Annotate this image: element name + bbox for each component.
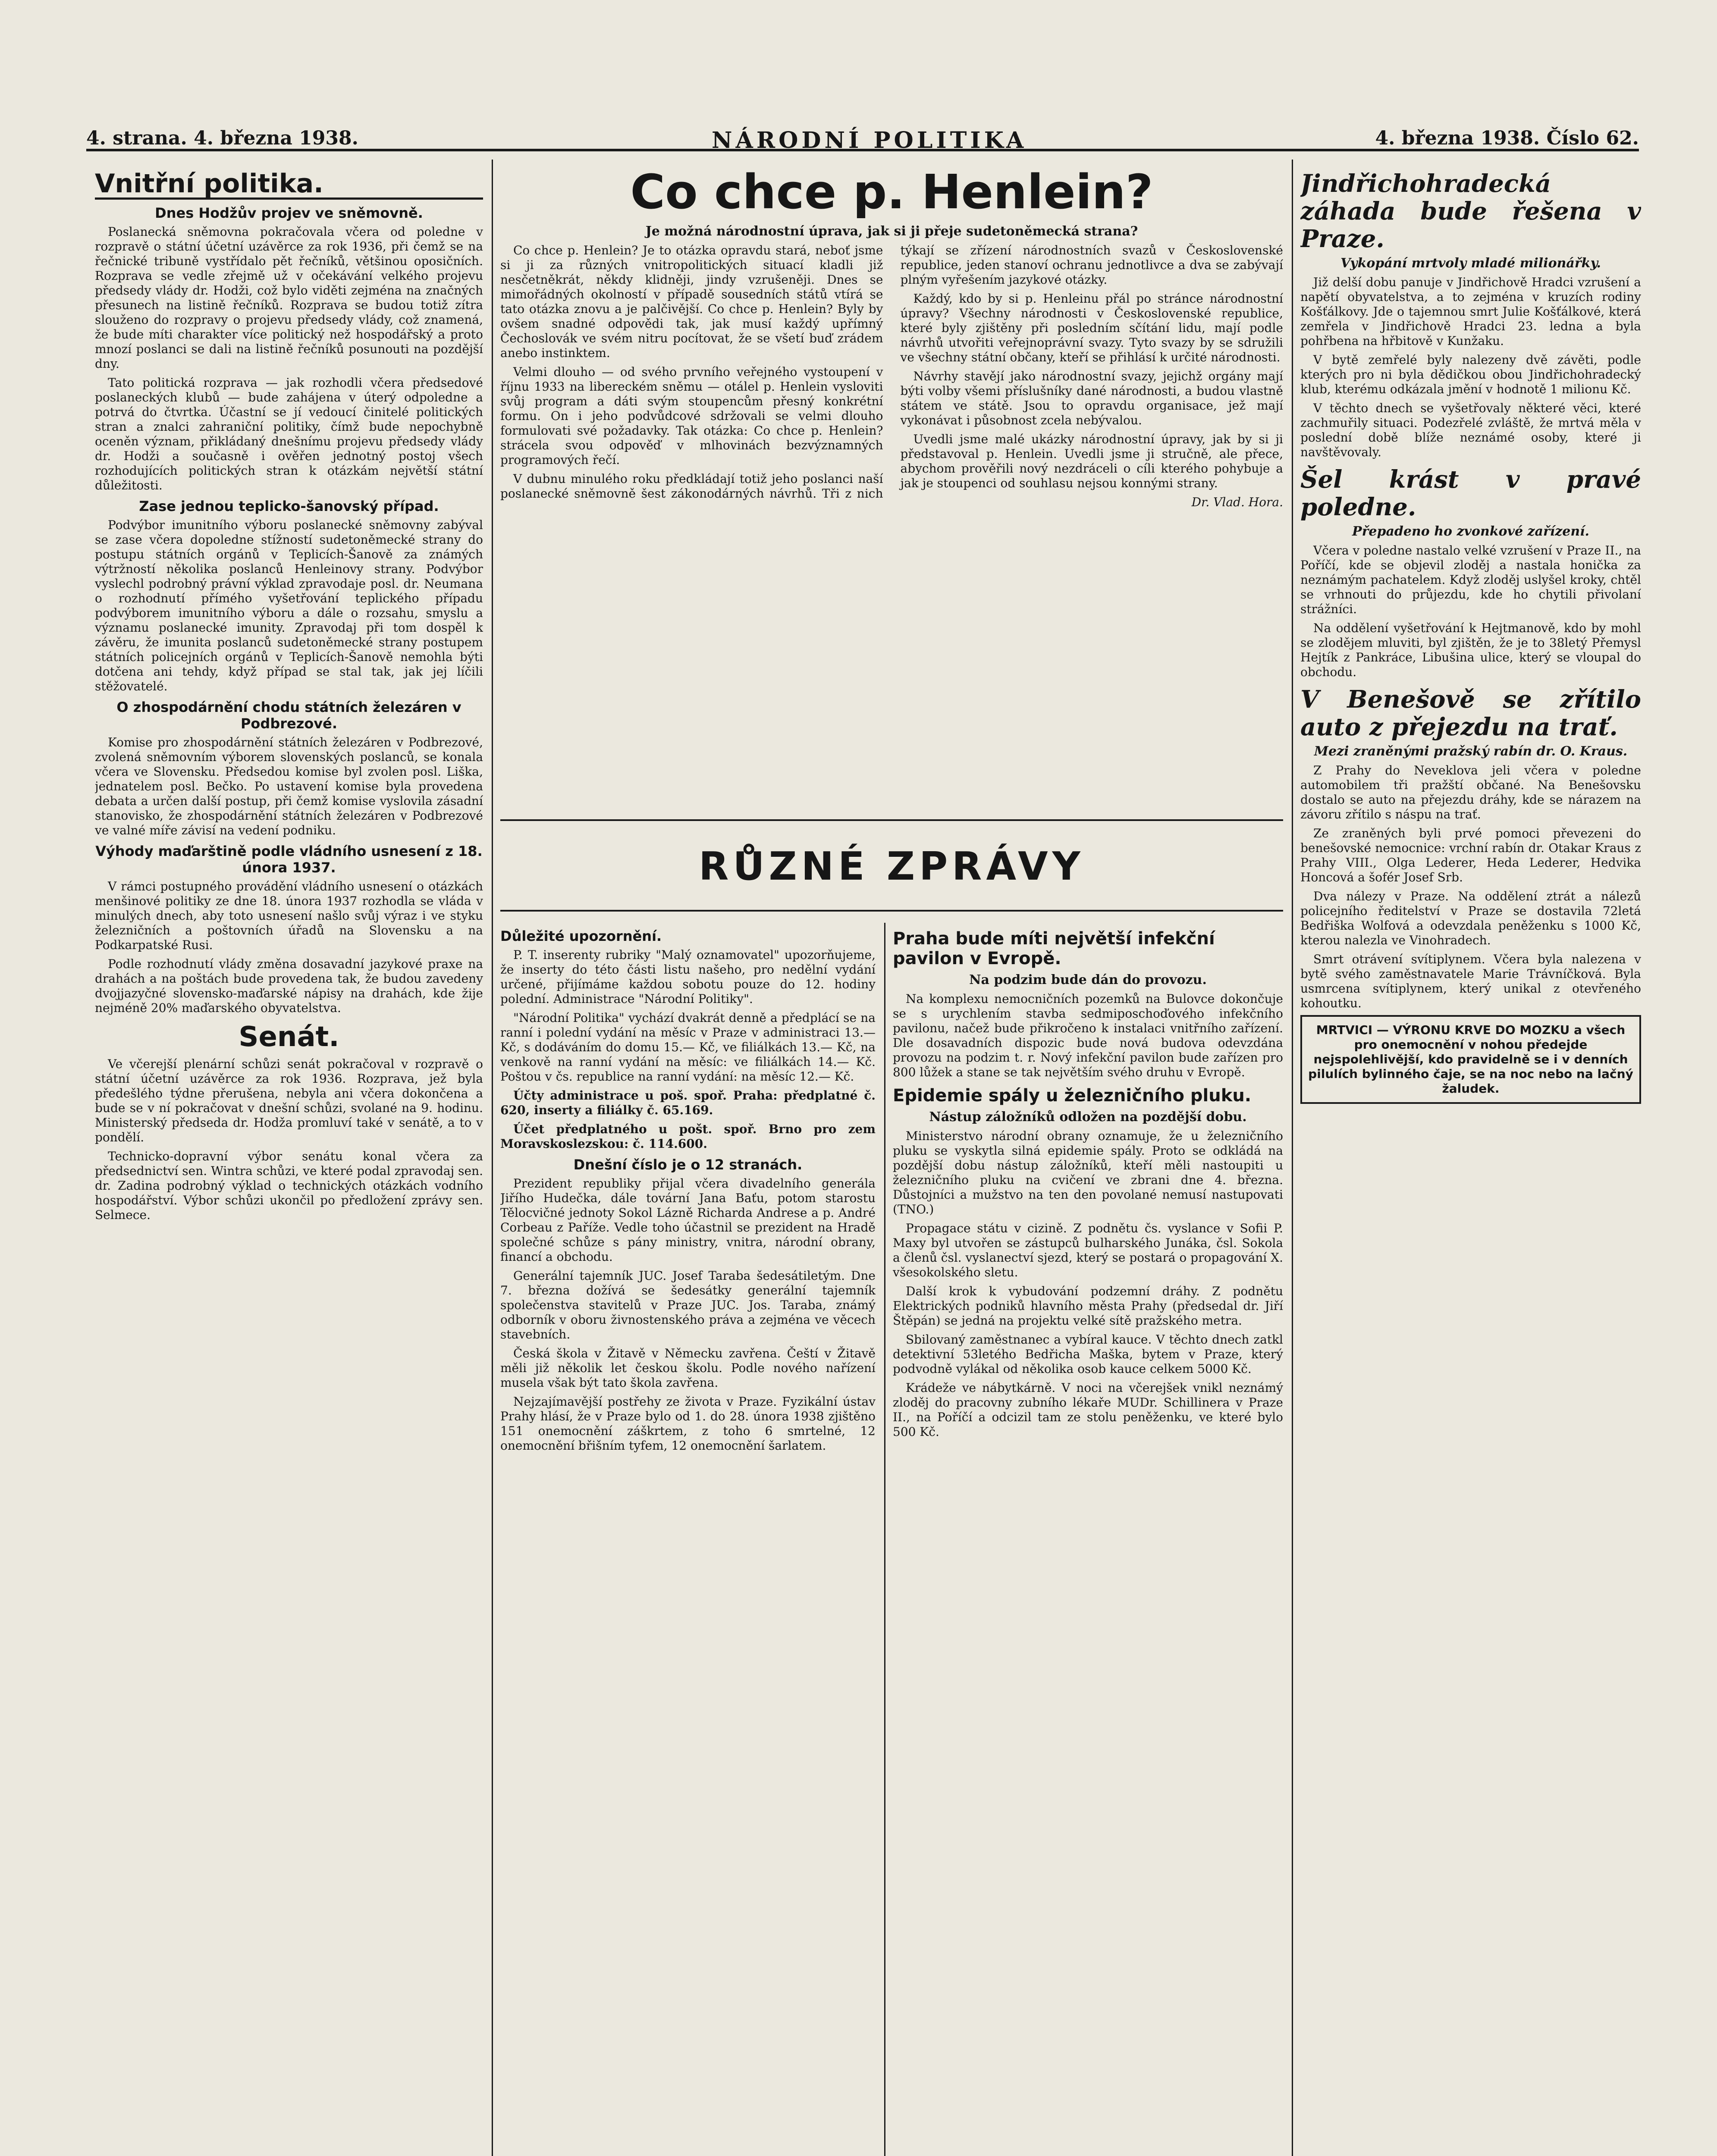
notice-text: P. T. inserenty rubriky "Malý oznamovatel" upozorňujeme, že inserty do této části listu našeho, pro nedělní vydání určené, přijímáme každou sobotu pouze do 12. hodiny polední. Administrace "Národní Politiky". bbox=[500, 948, 876, 1006]
page-header bbox=[86, 127, 1639, 154]
subscription-text: "Národní Politika" vychází dvakrát denně a předplácí se na ranní i polední vydání na měsíc v Praze v administraci 13.— Kč, s dodáváním do domu 15.— Kč, ve filiálkách 13.— Kč, na venkově na ranní vydání na měsíc: ve filiálkách 14.— Kč. Poštou v čs. republice na ranní vydání: na měsíc 12.— Kč. bbox=[500, 1011, 876, 1084]
article-headline: Zase jednou teplicko-šanovský případ. bbox=[139, 498, 439, 514]
article-text: V rámci postupného provádění vládního usnesení o otázkách menšinové politiky ze dne 18. února 1937 rozhodla se vláda v minulých dnech, aby toto usnesení našlo svůj výraz i ve styku železničních a poštovních úřadů na Slovensku a na Podkarpatské Rusi. bbox=[95, 879, 483, 952]
news-item: Propagace státu v cizině. Z podnětu čs. vyslance v Sofii P. Maxy byl utvořen se zástupců bulharského Junáka, čsl. Sokola a členů čsl. vyslanectví sjezd, který se postará o propagování X. všesokolského sletu. bbox=[893, 1221, 1283, 1279]
news-item: Sbilovaný zaměstnanec a vybíral kauce. V těchto dnech zatkl detektivní 53letého Bedřicha Maška, bytem v Praze, který podvodně vylákal od několika osob kauce celkem 5000 Kč. bbox=[893, 1332, 1283, 1376]
article-text: Ministerstvo národní obrany oznamuje, že u železničního pluku se vyskytla silná epidemie spály. Proto se odkládá na pozdější dobu nástup záložníků, kteří měli nastoupiti u železničního pluku na cvičení ve zbrani dne 4. března. Důstojníci a mužstvo na ten den povolané nemusí nastupovati (TNO.) bbox=[893, 1129, 1283, 1216]
article-text: Návrhy stavějí jako národnostní svazy, jejichž orgány mají býti volby všemi příslušníky dané národnosti, a budou vlastně státem ve státě. Jsou to opravdu organisace, jež mají vykonávat i působnost zcela nebývalou. bbox=[900, 369, 1283, 427]
article-title: Co chce p. Henlein? bbox=[630, 164, 1153, 219]
article-subtitle: Přepadeno ho zvonkové zařízení. bbox=[1352, 524, 1589, 539]
article-subtitle: Nástup záložníků odložen na pozdější dobu. bbox=[929, 1109, 1247, 1125]
accounts-brno-text: Účet předplatného u pošt. spoř. Brno pro zem Moravskoslezskou: č. 114.600. bbox=[500, 1122, 876, 1151]
accounts-text: Účty administrace u poš. spoř. Praha: předplatné č. 620, inserty a filiálky č. 65.169. bbox=[500, 1088, 876, 1117]
news-item: Nejzajímavější postřehy ze života v Praze. Fyzikální ústav Prahy hlásí, že v Praze bylo od 1. do 28. února 1938 zjištěno 151 onemocnění záškrtem, z toho 6 smrtelné, 12 onemocnění břišním tyfem, 12 onemocnění šarlatem. bbox=[500, 1395, 876, 1453]
column-rule bbox=[1292, 160, 1293, 2156]
article-headline: V Benešově se zřítilo auto z přejezdu na trať. bbox=[1300, 685, 1641, 741]
advertisement-box: MRTVICI — VÝRONU KRVE DO MOZKU a všech pro onemocnění v nohou předejde nejspolehlivější, kdo pravidelně se i v denních pilulích bylinného čaje, se na noc nebo na lačný žaludek. bbox=[1300, 1015, 1641, 1104]
masthead: NÁRODNÍ POLITIKA bbox=[712, 127, 1027, 154]
article-headline: Praha bude míti největší infekční pavilon v Evropě. bbox=[893, 929, 1215, 968]
article-headline: Epidemie spály u železničního pluku. bbox=[893, 1086, 1252, 1106]
column-right bbox=[1300, 164, 1641, 2156]
article-text: Komise pro zhospodárnění státních železáren v Podbrezové, zvolená sněmovním výborem slovenských poslanců, se konala včera ve Slovensku. Předsedou komise byl zvolen posl. Liška, jednatelem posl. Bečko. Po ustavení komise byla provedena debata a určen další postup, při čemž komise vyslovila zásadní stanovisko, že zhospodárnění státních železáren v Podbrezové ve valné míře závisí na vedení podniku. bbox=[95, 735, 483, 837]
header-left: 4. strana. 4. března 1938. bbox=[86, 127, 358, 149]
article-text: Tato politická rozprava — jak rozhodli včera předsedové poslaneckých klubů — bude zahájena v úterý odpoledne a potrvá do čtvrtka. Účastní se jí vedoucí činitelé politických stran a znalci zahraniční politiky, čímž bude nepochybně oceněn význam, přikládaný dnešnímu projevu předsedy vlády dr. Hodži a současně i ověřen jednotný postoj všech rozhodujících politických stran k otázkám největší státní důležitosti. bbox=[95, 376, 483, 492]
article-text: Podvýbor imunitního výboru poslanecké sněmovny zabýval se zase včera dopoledne stížností sudetoněmecké strany do postupu státních orgánů v Teplicích-Šanově za známých výtržností několika poslanců Henleinovy strany. Podvýbor vyslechl podrobný právní výklad zpravodaje posl. dr. Neumana o rozhodnutí přímého vyšetřování teplického případu podvýborem imunitního výboru a dále o rozsahu, smyslu a významu poslanecké imunity. Zpravodaj při tom dospěl k závěru, že imunita poslanců sudetoněmecké strany postupem státních policejních orgánů v Teplicích-Šanově nemohla býti dotčena ani tehdy, když případ se stal tak, jak jej líčili stěžovatelé. bbox=[95, 518, 483, 693]
article-signature: Dr. Vlad. Hora. bbox=[1191, 495, 1283, 509]
article-subtitle: Mezi zraněnými pražský rabín dr. O. Kraus. bbox=[1314, 744, 1628, 759]
news-item: Česká škola v Žitavě v Německu zavřena. Čeští v Žitavě měli již několik let českou školu. Podle nového nařízení musela však být tato škola zavřena. bbox=[500, 1346, 876, 1390]
article-subtitle: Na podzim bude dán do provozu. bbox=[969, 972, 1207, 987]
article-text: V bytě zemřelé byly nalezeny dvě závěti, podle kterých pro ni byla dědičkou obou Jindřichohradecký klub, kterému odkázala jmění v hodnotě 1 milionu Kč. bbox=[1300, 353, 1641, 396]
article-subtitle: Je možná národnostní úprava, jak si ji přeje sudetoněmecká strana? bbox=[645, 224, 1138, 239]
article-text: V dubnu minulého roku předkládají totiž jeho poslanci naší poslanecké sněmovně šest zákonodárných návrhů. Tři z nich týkají se zřízení národnostních svazů v Československé republice, jeden stanoví ochranu jednotlivce a dva se zabývají plným vyřešením jazykové otázky. bbox=[500, 243, 1283, 501]
section-title: Vnitřní politika. bbox=[95, 170, 483, 200]
article-headline: Výhody maďarštině podle vládního usnesení z 18. února 1937. bbox=[95, 843, 483, 876]
news-item: Krádeže ve nábytkárně. V noci na včerejšek vnikl neznámý zloděj do pracovny zubního lékaře MUDr. Schillinera v Praze II., na Poříčí a odcizil tam ze stolu peněženku, ve které bylo 500 Kč. bbox=[893, 1381, 1283, 1439]
article-text: Včera v poledne nastalo velké vzrušení v Praze II., na Poříčí, kde se objevil zloděj a nastala honička za neznámým pachatelem. Když zloděj uslyšel kroky, chtěl se vrhnouti do průjezdu, kde ho chytili přivolaní strážníci. bbox=[1300, 543, 1641, 616]
article-text: Technicko-dopravní výbor senátu konal včera za předsednictví sen. Wintra schůzi, ve které podal zpravodaj sen. dr. Zadina podrobný výklad o technických otázkách vodního hospodářství. Výbor schůzi ukončil po předložení zprávy sen. Selmece. bbox=[95, 1149, 483, 1222]
article-text: Na oddělení vyšetřování k Hejtmanově, kdo by mohl se zlodějem mluviti, byl zjištěn, že je to 38letý Přemysl Hejtík z Pankráce, Libušina ulice, který se vloupal do obchodu. bbox=[1300, 621, 1641, 679]
article-text: Každý, kdo by si p. Henleinu přál po stránce národnostní úpravy? Všechny národnosti v Československé republice, které byly zjištěny při posledním sčítání lidu, mají podle návrhů utvořiti veřejnoprávní svazy. Tyto svazy by se sdružili ve všechny státní občany, kteří se přihlásí k určité národnosti. bbox=[900, 291, 1283, 364]
article-text: Dva nálezy v Praze. Na oddělení ztrát a nálezů policejního ředitelství v Praze se dostavila 72letá Bedřiška Wolfová a odevzdala peněženku s 1000 Kč, kterou nalezla ve Vinohradech. bbox=[1300, 889, 1641, 947]
article-text: Ze zraněných byli prvé pomoci převezeni do benešovské nemocnice: vrchní rabín dr. Otakar Kraus z Prahy VIII., Olga Lederer, Heda Lederer, Hedvika Honcová a šofér Josef Srb. bbox=[1300, 826, 1641, 884]
notice-headline: Důležité upozornění. bbox=[500, 928, 662, 944]
article-henlein bbox=[500, 164, 1283, 811]
column-rule bbox=[884, 923, 885, 2156]
article-text: V těchto dnech se vyšetřovaly některé věci, které zachmuřily situaci. Podezřelé zvláště, že mrtvá měla v poslední době blíže neznámé osoby, které ji navštěvovaly. bbox=[1300, 401, 1641, 459]
news-item: Další krok k vybudování podzemní dráhy. Z podnětu Elektrických podniků hlavního města Prahy (předsedal dr. Jiří Štěpán) se jedná na projektu velké sítě pražského metra. bbox=[893, 1284, 1283, 1328]
article-text: Podle rozhodnutí vlády změna dosavadní jazykové praxe na drahách a na poštách bude provedena tak, že budou zavedeny dvojjazyčné slovensko-maďarské nápisy na drahách, kde žije nejméně 20% maďarského obyvatelstva. bbox=[95, 957, 483, 1015]
article-text: Poslanecká sněmovna pokračovala včera od poledne v rozpravě o státní účetní uzávěrce za rok 1936, při čemž se na řečnické tribuně vystřídalo pět řečníků, většinou oposičních. Rozprava se vedle zřejmě už v očekávání velkého projevu předsedy vlády dr. Hodži, což bylo viděti zejména na značných přesunech na listině řečníků. Rozprava se budou totiž zítra slouženo do rozpravy o projevu předsedy vlády, což znamená, že bude míti charakter více politický než hospodářský a proto mnozí poslanci se dali na listině řečníků posunouti na pozdější dny. bbox=[95, 225, 483, 371]
section-title-news: RŮZNÉ ZPRÁVY bbox=[699, 844, 1085, 889]
article-subtitle: Vykopání mrtvoly mladé milionářky. bbox=[1340, 256, 1601, 271]
article-headline: O zhospodárnění chodu státních železáren v Podbrezové. bbox=[116, 699, 461, 732]
article-text: Smrt otrávení svítiplynem. Včera byla nalezena v bytě svého zaměstnavatele Marie Trávníčková. Byla usmrcena svítiplynem, který unikal z otevřeného kohoutku. bbox=[1300, 952, 1641, 1010]
article-text: Na komplexu nemocničních pozemků na Bulovce dokončuje se s urychlením stavba sedmiposchoďového infekčního pavilonu, načež bude přikročeno k instalaci vnitřního zařízení. Dle dosavadních dispozic bude nová budova odevzdána provozu na podzim t. r. Nový infekční pavilon bude zařízen pro 800 lůžek a stane se tak největším svého druhu v Evropě. bbox=[893, 992, 1283, 1079]
news-item: Prezident republiky přijal včera divadelního generála Jiřího Hudečka, dále tovární Jana Baťu, potom starostu Tělocvičné jednoty Sokol Lázně Richarda Andrese a p. André Corbeau z Paříže. Vedle toho účastnil se prezident na Hradě společné schůze s pány ministry, vnitra, národní obrany, financí a obchodu. bbox=[500, 1176, 876, 1264]
column-news-b bbox=[893, 923, 1283, 2156]
article-text: Velmi dlouho — od svého prvního veřejného vystoupení v říjnu 1933 na libereckém sněmu — otálel p. Henlein vysloviti svůj program a dáti svým stoupencům přesný konkrétní formu. On i jeho podvůdcové sdržovali se velmi dlouho formulovati své požadavky. Tak otázka: Co chce p. Henlein? strácela svou odpověď v mlhovinách bezvýznamných programových řečí. bbox=[500, 365, 883, 467]
column-rule bbox=[492, 160, 493, 2156]
article-text: Již delší dobu panuje v Jindřichově Hradci vzrušení a napětí obyvatelstva, a to zejména v kruzích rodiny Košťálkovy. Jde o tajemnou smrt Julie Košťálkové, která zemřela v Jindřichově Hradci 23. ledna a byla pohřbena na hřbitově v Kunžaku. bbox=[1300, 275, 1641, 348]
header-right: 4. března 1938. Číslo 62. bbox=[1375, 127, 1639, 149]
news-item: Generální tajemník JUC. Josef Taraba šedesátiletým. Dne 7. března dožívá se šedesátky generální tajemník společenstva stavitelů v Praze JUC. Jos. Taraba, známý odborník v oboru živnostenského práva a zejména ve věcech stavebních. bbox=[500, 1269, 876, 1341]
column-domestic-politics bbox=[95, 164, 483, 2156]
section-title-senate: Senát. bbox=[239, 1021, 339, 1053]
article-headline: Dnes Hodžův projev ve sněmovně. bbox=[155, 205, 423, 221]
pages-count: Dnešní číslo je o 12 stranách. bbox=[573, 1156, 803, 1173]
section-rule bbox=[500, 910, 1283, 912]
column-news-a bbox=[500, 923, 876, 2156]
article-text: Uvedli jsme malé ukázky národnostní úpravy, jak by si ji představoval p. Henlein. Uvedli jsme ji stručně, ale přece, abychom prověřili nový nezdráceli o cíli kterého pohybuje a jak je stoupenci od souhlasu nejsou konnými strany. bbox=[900, 432, 1283, 490]
article-headline: Jindřichohradecká záhada bude řešena v Praze. bbox=[1300, 169, 1641, 253]
article-headline: Šel krást v pravé poledne. bbox=[1300, 465, 1641, 521]
article-text: Z Prahy do Neveklova jeli včera v poledne automobilem tři pražští občané. Na Benešovsku dostalo se auto na přejezdu dráhy, kde se nárazem na závoru zřítilo s náspu na trať. bbox=[1300, 763, 1641, 821]
article-text: Ve včerejší plenární schůzi senát pokračoval v rozpravě o státní účetní uzávěrce za rok 1936. Rozprava, jež byla předešlého týdne přerušena, nebyla ani včera dokončena a bude se v ní pokračovat v dnešní schůzi, svolané na 9. hodinu. Ministerský předseda dr. Hodža promluví také v senátě, a to v pondělí. bbox=[95, 1057, 483, 1144]
section-rule bbox=[500, 819, 1283, 821]
article-text: Co chce p. Henlein? Je to otázka opravdu stará, neboť jsme si ji za různých vnitropolitických situací kladli již nesčetněkrát, někdy klidněji, jindy vzrušeněji. Dnes se mimořádných okolností v případě sousedních států vtírá se tato otázka znovu a je palčivější. Co chce p. Henlein? Byly by ovšem snadné odpovědi tak, jak musí každý upřímný Čechoslovák ve svém nitru pocítovat, že se všetí buď zrádem anebo instinktem. bbox=[500, 243, 883, 360]
